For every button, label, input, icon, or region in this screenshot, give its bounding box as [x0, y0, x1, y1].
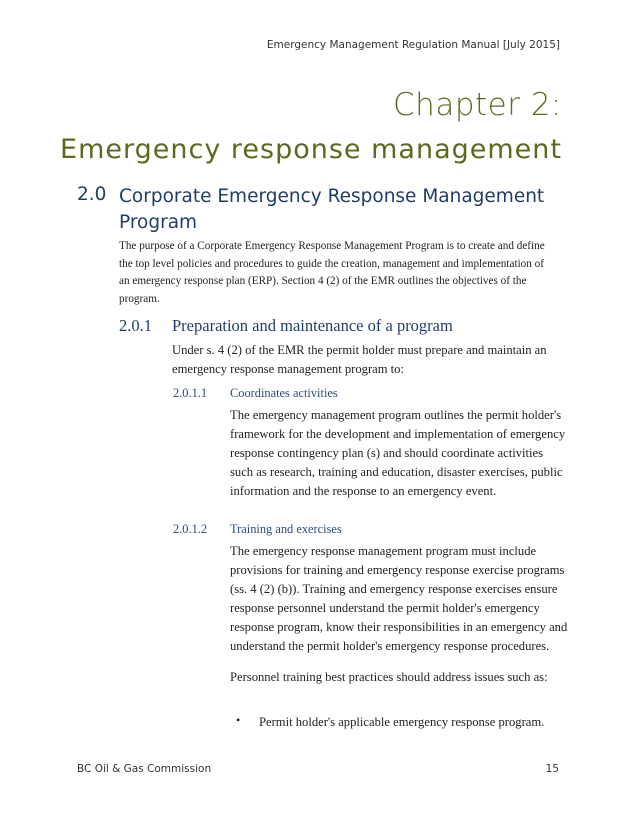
chapter-title: Emergency response management	[60, 134, 562, 165]
section-2-0-1-paragraph: Under s. 4 (2) of the EMR the permit holder must prepare and maintain an emergency response management program to:	[172, 343, 547, 376]
section-2-0-title: Corporate Emergency Response Management Program	[119, 186, 545, 233]
running-header: Emergency Management Regulation Manual [July 2015]	[266, 39, 560, 51]
section-2-0-1-2-number: 2.0.1.2	[173, 522, 208, 536]
list-item: Permit holder's applicable emergency response program.	[259, 715, 545, 729]
page-number: 15	[545, 763, 559, 775]
section-2-0-1-1-title: Coordinates activities	[230, 386, 338, 400]
bullet-icon: •	[236, 713, 241, 727]
section-2-0-1-2-title: Training and exercises	[230, 522, 342, 536]
section-2-0-intro: The purpose of a Corporate Emergency Response Management Program is to create and define the top level policies and procedures to guide the creation, management and implementation of an emergency response plan (ERP). Section 4 (2) of the EMR outlines the objectives of the program.	[119, 240, 545, 305]
section-2-0-1-2-paragraph: The emergency response management program must include provisions for training and emergency response exercise programs (ss. 4 (2) (b)). Training and emergency response exercises ensure response personnel understand the permit holder's emergency response program, know their responsibilities in an emergency and understand the permit holder's emergency response procedures.	[230, 544, 568, 653]
chapter-number: Chapter 2:	[393, 87, 562, 123]
section-2-0-1-2-paragraph-2: Personnel training best practices should address issues such as:	[230, 670, 548, 684]
section-2-0-1-1-paragraph: The emergency management program outlines the permit holder's framework for the development and implementation of emergency response contingency plan (s) and should coordinate activities such as research, training and education, disaster exercises, public information and the response to an emergency event.	[230, 408, 566, 498]
footer-organization: BC Oil & Gas Commission	[77, 763, 212, 775]
section-2-0-1-title: Preparation and maintenance of a program	[172, 316, 453, 335]
section-2-0-1-1-number: 2.0.1.1	[173, 386, 208, 400]
section-2-0-number: 2.0	[77, 184, 107, 205]
section-2-0-1-number: 2.0.1	[119, 316, 152, 335]
